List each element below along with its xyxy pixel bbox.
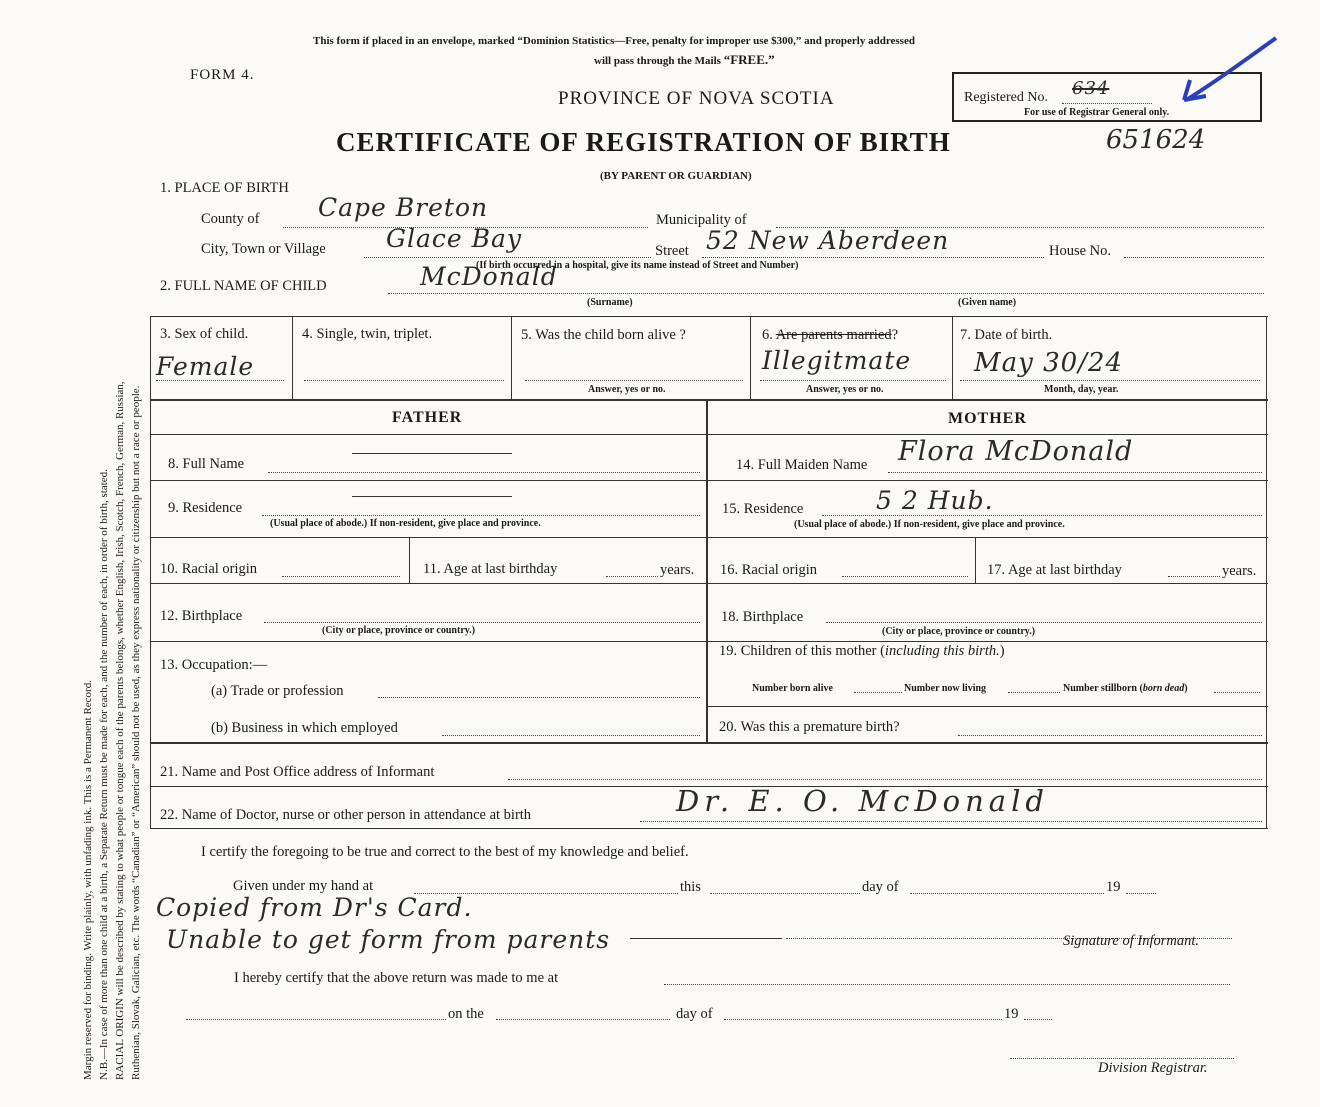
rule (409, 537, 410, 583)
date-of-birth-value: May 30/24 (974, 348, 1124, 378)
postal-notice-line1: This form if placed in an envelope, marked “Dominion Statistics—Free, penalty for improper use $300,” and properly addressed (313, 35, 915, 47)
stillborn-label (1063, 683, 1188, 694)
rule (150, 537, 1268, 538)
margin-line-2: N.B.—In case of more than one child at a birth, a Separate Return must be made for each, and the number of each, in order of birth, stated. (98, 469, 110, 1080)
place-of-birth-label: 1. PLACE OF BIRTH (160, 180, 289, 196)
municipality-label: Municipality of (656, 212, 747, 228)
married-label-text: Are parents married (775, 327, 892, 343)
parents-married-value: Illegitmate (762, 346, 912, 375)
married-caption: Answer, yes or no. (806, 384, 884, 395)
father-age-dots (606, 576, 658, 577)
stillborn-dots (1214, 692, 1260, 693)
sex-value: Female (156, 352, 255, 381)
street-dots (702, 257, 1044, 258)
handwritten-registration-number: 651624 (1106, 125, 1206, 155)
given-under-hand-label: Given under my hand at (233, 878, 374, 894)
rule (150, 434, 1268, 435)
informant-label: 21. Name and Post Office address of Informant (160, 764, 435, 780)
father-age-label: 11. Age at last birthday (423, 561, 558, 577)
year-dots-2 (1024, 1019, 1052, 1020)
rule (706, 399, 708, 742)
dob-dots (960, 380, 1260, 381)
mother-residence-value: 5 2 Hub. (876, 486, 994, 515)
married-label-q: ? (891, 327, 899, 343)
mother-heading: MOTHER (948, 410, 1027, 427)
children-label-a: 19. Children of this mother ( (719, 643, 885, 659)
rule (511, 316, 512, 399)
margin-line-3: RACIAL ORIGIN will be described by stating to what people or tongue each of the parents belongs, whether English, Irish, Scotch, French, German, Russian, (114, 381, 126, 1080)
mother-birthplace-label: 18. Birthplace (721, 609, 804, 625)
trade-dots (378, 697, 700, 698)
informant-dots (508, 779, 1262, 780)
rule (292, 316, 293, 399)
born-alive-count-label: Number born alive (752, 683, 833, 694)
province-heading: PROVINCE OF NOVA SCOTIA (558, 88, 835, 109)
city-value: Glace Bay (386, 224, 523, 253)
mother-years: years. (1222, 563, 1257, 579)
business-label: (b) Business in which employed (211, 720, 398, 736)
margin-instructions (80, 15, 144, 1080)
father-residence-caption: (Usual place of abode.) If non-resident, give place and province. (270, 518, 541, 529)
registrar-certify-statement: I hereby certify that the above return was made to me at (234, 970, 559, 986)
division-registrar-label: Division Registrar. (1098, 1060, 1208, 1076)
rule (150, 316, 151, 829)
rule (975, 537, 976, 583)
rule (150, 828, 1268, 829)
mother-racial-origin-label: 16. Racial origin (720, 562, 818, 578)
children-of-mother-label (719, 643, 1005, 660)
mother-birthplace-dots (826, 622, 1262, 623)
father-residence-dots (262, 515, 700, 516)
day-of-label-2: day of (676, 1006, 713, 1022)
children-label-b: including this birth. (884, 643, 1000, 659)
year-prefix-2: 19 (1004, 1006, 1019, 1022)
married-dots (760, 380, 946, 381)
now-living-label: Number now living (904, 683, 987, 694)
father-birthplace-dots (264, 622, 700, 623)
stillborn-b: born dead (1142, 683, 1185, 694)
mother-residence-caption: (Usual place of abode.) If non-resident, give place and province. (794, 519, 1065, 530)
father-heading: FATHER (392, 409, 463, 426)
this-dots (710, 893, 860, 894)
multiplicity-dots (304, 380, 504, 381)
registrar-place-dots (664, 984, 1230, 985)
date-of-birth-label: 7. Date of birth. (960, 327, 1053, 343)
surname-caption: (Surname) (587, 297, 633, 308)
signature-line-rule (630, 938, 782, 939)
mother-racial-dots (842, 576, 968, 577)
mother-name-dots (888, 472, 1262, 473)
division-registrar-dots (1010, 1058, 1234, 1059)
certificate-title: CERTIFICATE OF REGISTRATION OF BIRTH (336, 127, 951, 157)
given-name-caption: (Given name) (958, 297, 1017, 308)
rule (150, 583, 1268, 584)
children-label-c: ) (999, 643, 1005, 659)
mother-maiden-name-label: 14. Full Maiden Name (736, 457, 868, 473)
day-of-dots-2 (724, 1019, 1002, 1020)
day-of-label: day of (862, 879, 899, 895)
child-name-dots (388, 293, 1264, 294)
married-label-num: 6. (762, 327, 773, 343)
multiplicity-label: 4. Single, twin, triplet. (302, 326, 433, 342)
street-value: 52 New Aberdeen (706, 226, 950, 255)
handwritten-note-line2: Unable to get form from parents (166, 925, 611, 954)
doctor-label: 22. Name of Doctor, nurse or other person in attendance at birth (160, 807, 532, 823)
father-birthplace-label: 12. Birthplace (160, 608, 243, 624)
father-racial-dots (282, 576, 400, 577)
registered-dots (1062, 103, 1152, 104)
certify-statement: I certify the foregoing to be true and correct to the best of my knowledge and belief. (201, 844, 689, 860)
rule (706, 706, 1268, 707)
rule (150, 480, 1268, 481)
father-years: years. (660, 562, 695, 578)
postal-notice-line2 (594, 52, 775, 68)
rule (150, 399, 1268, 401)
registered-label: Registered No. (964, 90, 1048, 105)
premature-dots (958, 735, 1262, 736)
form-number: FORM 4. (190, 67, 255, 83)
margin-line-1: Margin reserved for binding. Write plainly, with unfading ink. This is a Permanent Record. (82, 680, 94, 1080)
born-alive-caption: Answer, yes or no. (588, 384, 666, 395)
father-racial-origin-label: 10. Racial origin (160, 561, 258, 577)
child-name-label: 2. FULL NAME OF CHILD (160, 278, 327, 294)
year-prefix: 19 (1106, 879, 1121, 895)
county-label: County of (201, 211, 260, 227)
rule (150, 742, 1268, 744)
city-dots (364, 257, 651, 258)
blue-arrow-mark (1176, 34, 1282, 106)
now-living-dots (1008, 692, 1060, 693)
mother-residence-dots (822, 515, 1262, 516)
postal-notice-free: “FREE.” (723, 52, 775, 67)
rule (150, 316, 1268, 317)
signature-of-informant-label: Signature of Informant. (1063, 933, 1200, 949)
on-the-dots (496, 1019, 670, 1020)
premature-birth-label: 20. Was this a premature birth? (719, 719, 900, 735)
rule (1266, 316, 1267, 829)
mother-birthplace-caption: (City or place, province or country.) (882, 626, 1036, 637)
father-name-label: 8. Full Name (168, 456, 245, 472)
registered-value: 634 (1072, 78, 1110, 99)
father-name-dash (352, 453, 512, 454)
mother-age-dots (1168, 576, 1220, 577)
street-label: Street (655, 243, 689, 259)
year-dots (1126, 893, 1156, 894)
trade-label: (a) Trade or profession (211, 683, 344, 699)
rule (750, 316, 751, 399)
doctor-value: Dr. E. O. McDonald (676, 784, 1049, 818)
margin-line-4: Ruthenian, Slovak, Galician, etc. The words “Canadian” or “American” should not be used, as they express nationality or citizenship but not a race or people. (130, 385, 142, 1080)
parents-married-label (762, 327, 898, 344)
date-of-birth-caption: Month, day, year. (1044, 384, 1119, 395)
father-birthplace-caption: (City or place, province or country.) (322, 625, 476, 636)
sex-label: 3. Sex of child. (160, 326, 249, 342)
born-alive-count-dots (854, 692, 902, 693)
child-surname-value: McDonald (420, 262, 558, 291)
postal-notice-text: will pass through the Mails (594, 55, 721, 67)
city-label: City, Town or Village (201, 241, 326, 257)
county-value: Cape Breton (318, 193, 489, 222)
day-of-dots (910, 893, 1104, 894)
on-the-pre-dots (186, 1019, 446, 1020)
handwritten-note-line1: Copied from Dr's Card. (156, 893, 473, 922)
doctor-dots (640, 821, 1262, 822)
father-name-dots (268, 472, 700, 473)
father-residence-dash (352, 496, 512, 497)
father-residence-label: 9. Residence (168, 500, 243, 516)
mother-residence-label: 15. Residence (722, 501, 804, 517)
house-number-label: House No. (1049, 243, 1112, 259)
sex-dots (156, 380, 284, 381)
born-alive-dots (525, 380, 743, 381)
hospital-note: (If birth occurred in a hospital, give its name instead of Street and Number) (476, 260, 799, 271)
on-the-label: on the (448, 1006, 484, 1022)
mother-maiden-name-value: Flora McDonald (898, 436, 1134, 467)
mother-age-label: 17. Age at last birthday (987, 562, 1122, 578)
rule (150, 641, 1268, 642)
rule (952, 316, 953, 399)
born-alive-label: 5. Was the child born alive ? (521, 327, 686, 343)
stillborn-a: Number stillborn ( (1063, 683, 1143, 694)
stillborn-c: ) (1184, 683, 1188, 694)
certificate-subtitle: (BY PARENT OR GUARDIAN) (600, 170, 752, 182)
occupation-label: 13. Occupation:— (160, 657, 268, 673)
registrar-note: For use of Registrar General only. (1024, 107, 1170, 118)
house-number-dots (1124, 257, 1264, 258)
this-label: this (680, 879, 701, 895)
business-dots (442, 735, 700, 736)
